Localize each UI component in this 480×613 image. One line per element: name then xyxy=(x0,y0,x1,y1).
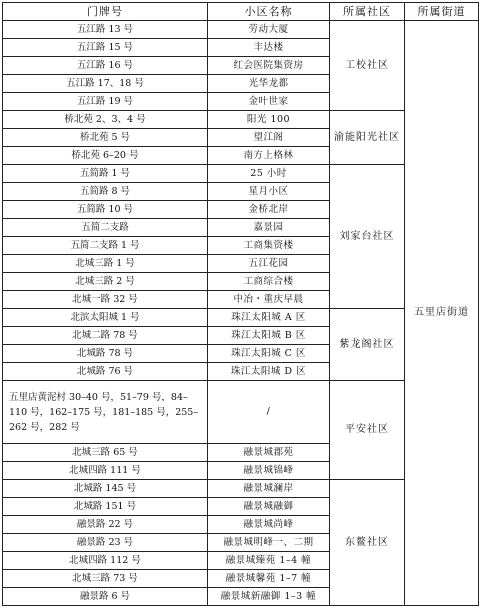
neighborhood-cell: 工校社区 xyxy=(330,21,405,111)
house-number-cell: 融景路 23 号 xyxy=(3,534,208,552)
community-name-cell: / xyxy=(208,381,330,444)
community-name-cell: 25 小时 xyxy=(208,165,330,183)
community-name-cell: 红会医院集资房 xyxy=(208,57,330,75)
community-name-cell: 融景城澜岸 xyxy=(208,480,330,498)
house-number-cell: 桥北苑 2、3、4 号 xyxy=(3,111,208,129)
community-name-cell: 嘉景园 xyxy=(208,219,330,237)
house-number-cell: 北滨太阳城 1 号 xyxy=(3,309,208,327)
community-name-cell: 融景城锦峰 xyxy=(208,462,330,480)
community-name-cell: 星月小区 xyxy=(208,183,330,201)
community-name-cell: 阳光 100 xyxy=(208,111,330,129)
community-name-cell: 中冶・重庆早晨 xyxy=(208,291,330,309)
community-name-cell: 丰达楼 xyxy=(208,39,330,57)
house-number-cell: 融景路 6 号 xyxy=(3,588,208,606)
house-number-cell: 五江路 16 号 xyxy=(3,57,208,75)
street-cell: 五里店街道 xyxy=(405,21,479,606)
house-number-cell: 五江路 19 号 xyxy=(3,93,208,111)
address-table-sheet xyxy=(2,2,478,611)
house-number-cell: 五江路 17、18 号 xyxy=(3,75,208,93)
house-number-cell: 桥北苑 6–20 号 xyxy=(3,147,208,165)
community-name-cell: 珠江太阳城 B 区 xyxy=(208,327,330,345)
house-number-cell: 北城四路 111 号 xyxy=(3,462,208,480)
house-number-cell: 五简二支路 xyxy=(3,219,208,237)
community-name-cell: 工商综合楼 xyxy=(208,273,330,291)
community-name-cell: 五江花园 xyxy=(208,255,330,273)
neighborhood-cell: 渝能阳光社区 xyxy=(330,111,405,165)
neighborhood-cell: 紫龙阁社区 xyxy=(330,309,405,381)
header-street: 所属街道 xyxy=(405,3,479,21)
house-number-cell: 桥北苑 5 号 xyxy=(3,129,208,147)
house-number-cell: 五里店黄泥村 30–40 号，51–79 号，84–110 号，162–175 号，181–185 号，255–262 号，282 号 xyxy=(3,381,208,444)
community-name-cell: 融景城郡苑 xyxy=(208,444,330,462)
house-number-cell: 北城三路 2 号 xyxy=(3,273,208,291)
house-number-cell: 五简二支路 1 号 xyxy=(3,237,208,255)
house-number-cell: 五简路 10 号 xyxy=(3,201,208,219)
neighborhood-cell: 平安社区 xyxy=(330,381,405,480)
house-number-cell: 北城三路 1 号 xyxy=(3,255,208,273)
community-name-cell: 珠江太阳城 C 区 xyxy=(208,345,330,363)
community-name-cell: 融景城明峰一、二期 xyxy=(208,534,330,552)
community-name-cell: 劳动大厦 xyxy=(208,21,330,39)
table-body xyxy=(3,21,479,606)
community-name-cell: 工商集资楼 xyxy=(208,237,330,255)
community-name-cell: 融景城臻苑 1–4 幢 xyxy=(208,552,330,570)
house-number-cell: 北城路 145 号 xyxy=(3,480,208,498)
house-number-cell: 北城二路 78 号 xyxy=(3,327,208,345)
house-number-cell: 五简路 8 号 xyxy=(3,183,208,201)
house-number-cell: 融景路 22 号 xyxy=(3,516,208,534)
community-name-cell: 融景城新融御 1–3 幢 xyxy=(208,588,330,606)
house-number-cell: 北城一路 32 号 xyxy=(3,291,208,309)
table-row xyxy=(3,21,479,39)
header-neighborhood: 所属社区 xyxy=(330,3,405,21)
community-name-cell: 珠江太阳城 A 区 xyxy=(208,309,330,327)
community-name-cell: 金桥北岸 xyxy=(208,201,330,219)
neighborhood-cell: 东鳌社区 xyxy=(330,480,405,606)
header-community-name: 小区名称 xyxy=(208,3,330,21)
neighborhood-cell: 刘家台社区 xyxy=(330,165,405,309)
house-number-cell: 五简路 1 号 xyxy=(3,165,208,183)
house-number-cell: 五江路 13 号 xyxy=(3,21,208,39)
address-table xyxy=(2,2,479,606)
house-number-cell: 北城路 151 号 xyxy=(3,498,208,516)
house-number-cell: 北城四路 112 号 xyxy=(3,552,208,570)
header-row xyxy=(3,3,479,21)
community-name-cell: 金叶世家 xyxy=(208,93,330,111)
house-number-cell: 北城路 76 号 xyxy=(3,363,208,381)
community-name-cell: 珠江太阳城 D 区 xyxy=(208,363,330,381)
community-name-cell: 南方上格林 xyxy=(208,147,330,165)
header-house-number: 门牌号 xyxy=(3,3,208,21)
house-number-cell: 北城三路 65 号 xyxy=(3,444,208,462)
house-number-cell: 北城路 78 号 xyxy=(3,345,208,363)
community-name-cell: 融景城尚峰 xyxy=(208,516,330,534)
community-name-cell: 望江阁 xyxy=(208,129,330,147)
community-name-cell: 光华龙都 xyxy=(208,75,330,93)
house-number-cell: 北城三路 73 号 xyxy=(3,570,208,588)
community-name-cell: 融景城馨苑 1–7 幢 xyxy=(208,570,330,588)
house-number-cell: 五江路 15 号 xyxy=(3,39,208,57)
community-name-cell: 融景城融御 xyxy=(208,498,330,516)
